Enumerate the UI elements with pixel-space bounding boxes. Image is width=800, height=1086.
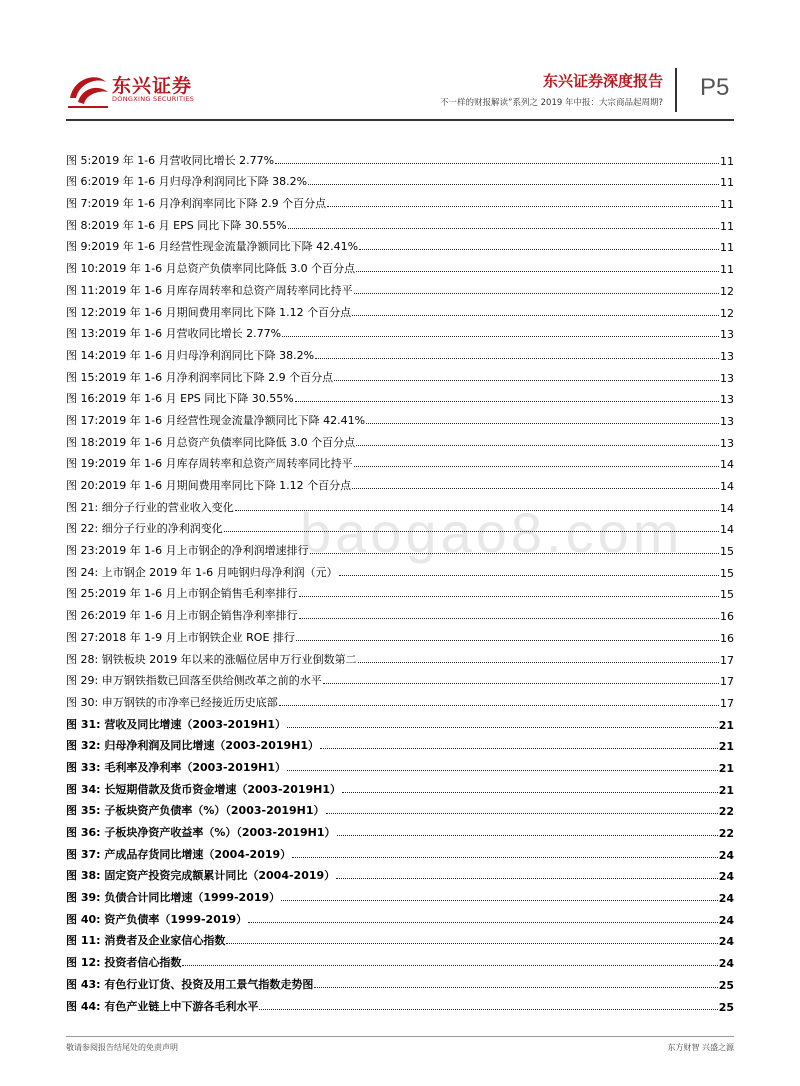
toc-entry[interactable] [66,385,734,407]
toc-entry-title: 图 15:2019 年 1-6 月净利润率同比下降 2.9 个百分点 [66,370,334,384]
toc-entry-page: 12 [720,306,734,320]
toc-entry[interactable] [66,948,734,970]
toc-leader-dots [326,813,718,814]
figure-index-list [66,146,734,1014]
toc-entry-page: 25 [718,978,734,992]
toc-entry-page: 15 [720,588,734,602]
toc-entry[interactable] [66,601,734,623]
toc-entry-title: 图 17:2019 年 1-6 月经营性现金流量净额同比下降 42.41% [66,413,366,427]
toc-entry[interactable] [66,168,734,190]
toc-entry[interactable] [66,276,734,298]
toc-entry-page: 13 [720,436,734,450]
toc-entry-page: 16 [720,610,734,624]
toc-entry-page: 24 [718,913,734,927]
toc-entry-title: 图 43: 有色行业订货、投资及用工景气指数走势图 [66,977,314,991]
toc-entry-page: 14 [720,458,734,472]
toc-entry[interactable] [66,970,734,992]
toc-entry[interactable] [66,450,734,472]
toc-entry[interactable] [66,515,734,537]
toc-entry-page: 11 [720,176,734,190]
toc-entry-title: 图 40: 资产负债率（1999-2019） [66,912,248,926]
toc-entry-page: 11 [720,241,734,255]
toc-leader-dots [327,206,719,207]
toc-leader-dots [248,922,718,923]
toc-entry[interactable] [66,775,734,797]
toc-entry-title: 图 25:2019 年 1-6 月上市钢企销售毛利率排行 [66,587,298,601]
header-divider [675,68,677,112]
toc-leader-dots [352,315,719,316]
toc-entry[interactable] [66,753,734,775]
toc-entry-title: 图 10:2019 年 1-6 月总资产负债率同比降低 3.0 个百分点 [66,262,356,276]
toc-leader-dots [287,727,718,728]
toc-entry[interactable] [66,233,734,255]
toc-entry-page: 12 [720,284,734,298]
toc-entry-page: 13 [720,414,734,428]
toc-leader-dots [310,553,719,554]
toc-entry-title: 图 7:2019 年 1-6 月净利润率同比下降 2.9 个百分点 [66,197,327,211]
toc-entry-title: 图 14:2019 年 1-6 月归母净利润同比下降 38.2% [66,348,315,362]
toc-leader-dots [352,488,719,489]
toc-entry-title: 图 23:2019 年 1-6 月上市钢企的净利润增速排行 [66,544,309,558]
toc-entry-title: 图 18:2019 年 1-6 月总资产负债率同比降低 3.0 个百分点 [66,435,356,449]
toc-entry[interactable] [66,298,734,320]
toc-entry-page: 13 [720,328,734,342]
toc-entry-title: 图 38: 固定资产投资完成额累计同比（2004-2019） [66,869,336,883]
toc-leader-dots [323,683,719,684]
toc-entry-title: 图 32: 归母净利润及同比增速（2003-2019H1） [66,739,320,753]
toc-leader-dots [226,943,717,944]
toc-entry-title: 图 26:2019 年 1-6 月上市钢企销售净利率排行 [66,609,298,623]
toc-entry-page: 21 [718,740,734,754]
toc-entry-title: 图 19:2019 年 1-6 月库存周转率和总资产周转率同比持平 [66,457,353,471]
toc-entry-page: 21 [718,783,734,797]
toc-entry-title: 图 9:2019 年 1-6 月经营性现金流量净额同比下降 42.41% [66,240,359,254]
header-rule [66,119,734,121]
toc-entry-title: 图 34: 长短期借款及货币资金增速（2003-2019H1） [66,782,342,796]
toc-leader-dots [320,748,718,749]
toc-leader-dots [259,1009,717,1010]
toc-entry[interactable] [66,471,734,493]
toc-leader-dots [315,358,719,359]
footer-rule [66,1036,734,1037]
toc-entry-page: 24 [718,892,734,906]
toc-entry[interactable] [66,493,734,515]
toc-entry-page: 14 [720,480,734,493]
toc-leader-dots [366,423,719,424]
logo-mark-icon [66,68,110,110]
report-series-subtitle: 不一样的财报解读”系列之 2019 年中报：大宗商品起周期? [440,98,663,108]
footer-slogan: 东方财智 兴盛之源 [667,1043,734,1052]
toc-entry[interactable] [66,840,734,862]
toc-leader-dots [279,705,719,706]
toc-leader-dots [308,184,719,185]
toc-entry-title: 图 5:2019 年 1-6 月营收同比增长 2.77% [66,153,275,167]
toc-entry[interactable] [66,797,734,819]
toc-leader-dots [339,575,719,576]
toc-entry[interactable] [66,862,734,884]
toc-leader-dots [299,596,719,597]
toc-entry-title: 图 30: 申万钢铁的市净率已经接近历史底部 [66,695,278,709]
footer-disclaimer: 敬请参阅报告结尾处的免责声明 [66,1043,178,1052]
toc-entry[interactable] [66,428,734,450]
toc-entry-page: 15 [720,566,734,580]
toc-entry-page: 15 [720,545,734,559]
toc-entry-title: 图 6:2019 年 1-6 月归母净利润同比下降 38.2% [66,175,308,189]
toc-leader-dots [314,987,717,988]
toc-entry[interactable] [66,558,734,580]
toc-entry-title: 图 22: 细分子行业的净利润变化 [66,522,223,536]
toc-entry-title: 图 37: 产成品存货同比增速（2004-2019） [66,847,292,861]
toc-entry-title: 图 31: 营收及同比增速（2003-2019H1） [66,717,287,731]
toc-entry[interactable] [66,667,734,689]
logo-text-cn: 东兴证券 [112,75,193,97]
toc-entry[interactable] [66,254,734,276]
toc-entry-page: 11 [720,263,734,277]
toc-entry-page: 11 [720,219,734,233]
toc-entry-title: 图 13:2019 年 1-6 月营收同比增长 2.77% [66,327,282,341]
toc-entry-page: 17 [720,675,734,689]
toc-entry[interactable] [66,189,734,211]
report-type-title: 东兴证券深度报告 [542,72,663,90]
toc-entry-page: 13 [720,349,734,363]
toc-entry[interactable] [66,406,734,428]
toc-entry-page: 24 [718,870,734,884]
watermark: baogao8.com [300,501,684,564]
toc-entry-page: 13 [720,393,734,407]
toc-entry-title: 图 39: 负债合计同比增速（1999-2019） [66,891,281,905]
toc-entry[interactable] [66,732,734,754]
toc-leader-dots [287,770,718,771]
toc-entry-page: 24 [718,935,734,949]
toc-leader-dots [337,835,718,836]
toc-entry-page: 14 [720,523,734,537]
toc-entry[interactable] [66,710,734,732]
toc-leader-dots [356,271,719,272]
toc-entry-title: 图 16:2019 年 1-6 月 EPS 同比下降 30.55% [66,392,294,406]
toc-entry-title: 图 20:2019 年 1-6 月期间费用率同比下降 1.12 个百分点 [66,479,352,492]
toc-leader-dots [275,163,719,164]
toc-leader-dots [334,380,719,381]
toc-entry[interactable] [66,320,734,342]
toc-entry-title: 图 24: 上市钢企 2019 年 1-6 月吨钢归母净利润（元） [66,565,338,579]
toc-leader-dots [356,445,719,446]
toc-entry-title: 图 33: 毛利率及净利率（2003-2019H1） [66,760,287,774]
toc-entry-page: 14 [720,501,734,515]
company-logo [66,68,256,112]
toc-leader-dots [359,249,719,250]
toc-entry-title: 图 11:2019 年 1-6 月库存周转率和总资产周转率同比持平 [66,283,353,297]
toc-leader-dots [292,857,718,858]
toc-entry[interactable] [66,536,734,558]
toc-leader-dots [288,228,719,229]
toc-entry[interactable] [66,341,734,363]
toc-entry-page: 24 [718,848,734,862]
toc-entry-page: 21 [718,718,734,732]
toc-leader-dots [235,510,719,511]
toc-leader-dots [224,531,719,532]
toc-leader-dots [295,401,719,402]
toc-entry-title: 图 36: 子板块净资产收益率（%）（2003-2019H1） [66,826,336,839]
toc-entry-page: 17 [720,696,734,710]
toc-leader-dots [358,662,719,663]
toc-entry[interactable] [66,363,734,385]
toc-entry-title: 图 27:2018 年 1-9 月上市钢铁企业 ROE 排行 [66,630,295,644]
toc-entry-page: 24 [718,957,734,971]
toc-entry-title: 图 28: 钢铁板块 2019 年以来的涨幅位居申万行业倒数第二 [66,652,357,666]
toc-entry-page: 22 [718,827,734,840]
toc-leader-dots [342,792,718,793]
toc-entry-page: 11 [720,198,734,212]
toc-leader-dots [354,466,719,467]
toc-entry-page: 16 [720,631,734,645]
toc-entry-title: 图 21: 细分子行业的营业收入变化 [66,500,234,514]
toc-leader-dots [336,878,718,879]
toc-entry[interactable] [66,992,734,1014]
toc-entry-title: 图 44: 有色产业链上中下游各毛利水平 [66,999,259,1013]
logo-text-en: DONGXING SECURITIES [112,95,195,103]
toc-entry[interactable] [66,818,734,840]
toc-entry[interactable] [66,688,734,710]
toc-leader-dots [296,640,719,641]
toc-entry[interactable] [66,146,734,168]
toc-entry-title: 图 11: 消费者及企业家信心指数 [66,934,226,948]
toc-leader-dots [354,293,719,294]
toc-entry-title: 图 12:2019 年 1-6 月期间费用率同比下降 1.12 个百分点 [66,305,352,319]
page-header [0,0,800,125]
toc-entry[interactable] [66,623,734,645]
toc-entry[interactable] [66,905,734,927]
toc-entry-page: 21 [718,761,734,775]
toc-entry-title: 图 8:2019 年 1-6 月 EPS 同比下降 30.55% [66,218,287,232]
toc-entry-page: 13 [720,371,734,385]
toc-leader-dots [281,900,718,901]
toc-entry-page: 22 [718,805,734,819]
toc-entry[interactable] [66,883,734,905]
toc-entry-title: 图 29: 申万钢铁指数已回落至供给侧改革之前的水平 [66,674,322,688]
toc-leader-dots [282,336,719,337]
toc-entry-page: 17 [720,653,734,667]
toc-entry[interactable] [66,211,734,233]
toc-entry[interactable] [66,645,734,667]
toc-entry-title: 图 12: 投资者信心指数 [66,956,182,970]
toc-leader-dots [299,618,719,619]
toc-entry-title: 图 35: 子板块资产负债率（%）（2003-2019H1） [66,804,325,818]
toc-entry[interactable] [66,580,734,602]
toc-entry-page: 11 [720,154,734,168]
toc-leader-dots [182,965,717,966]
page-number: P5 [700,74,730,101]
toc-entry[interactable] [66,927,734,949]
toc-entry-page: 25 [718,1000,734,1014]
